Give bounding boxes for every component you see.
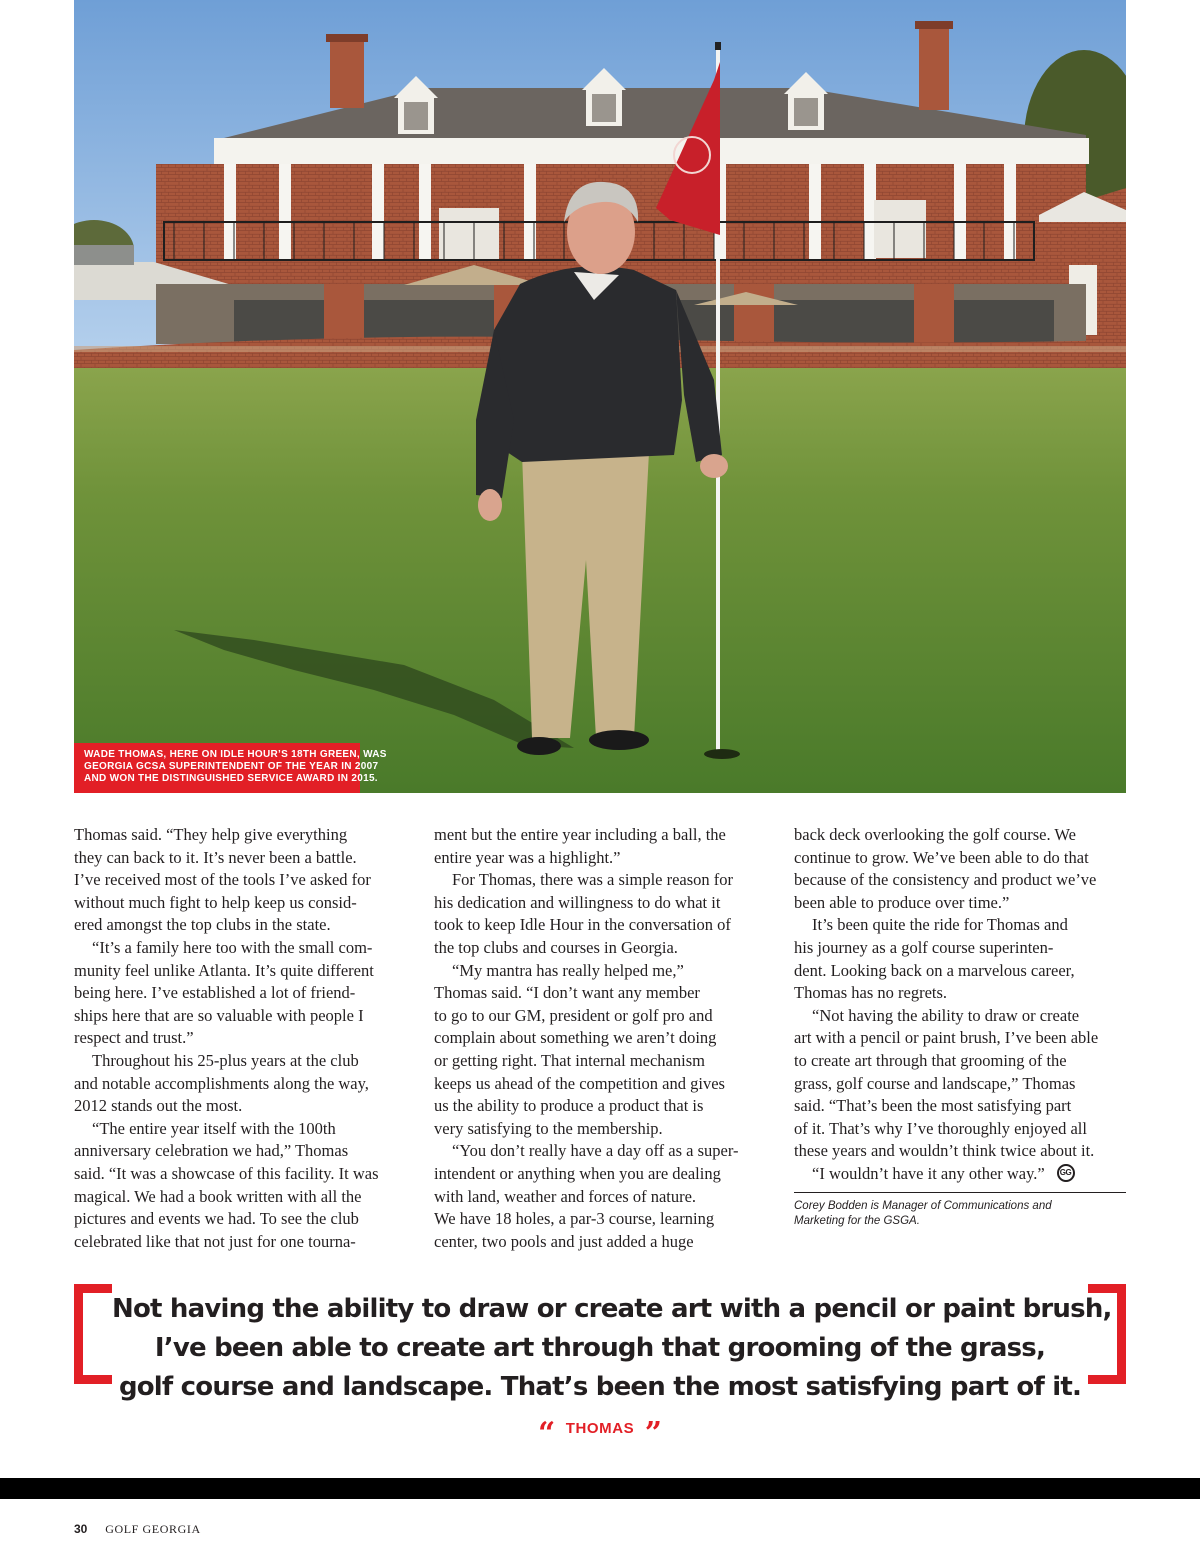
attribution-name: THOMAS xyxy=(565,1420,635,1437)
text-line: continue to grow. We’ve been able to do that xyxy=(794,847,1089,867)
text-line: center, two pools and just added a huge xyxy=(434,1231,694,1251)
text-line: We have 18 holes, a par-3 course, learning xyxy=(434,1209,715,1229)
text-line: ered amongst the top clubs in the state. xyxy=(74,915,331,935)
text-line: respect and trust.” xyxy=(74,1028,194,1048)
caption-line: GEORGIA GCSA SUPERINTENDENT OF THE YEAR IN 2007 xyxy=(84,761,379,772)
text-line: with land, weather and forces of nature. xyxy=(434,1186,697,1206)
photo-caption xyxy=(74,743,387,793)
footer-bar xyxy=(0,1478,1200,1499)
text-line: I’ve received most of the tools I’ve asked for xyxy=(74,870,371,890)
text-line: us the ability to produce a product that is xyxy=(434,1096,704,1116)
text-line: anniversary celebration we had,” Thomas xyxy=(74,1141,349,1161)
text-line: very satisfying to the membership. xyxy=(434,1118,663,1138)
pull-quote-line: Not having the ability to draw or create art with a pencil or paint brush, xyxy=(112,1294,1112,1324)
text-line: 2012 stands out the most. xyxy=(74,1096,243,1116)
golf-flag-photo xyxy=(74,0,1126,793)
text-line: the top clubs and courses in Georgia. xyxy=(434,937,678,957)
left-bracket-icon xyxy=(74,1284,112,1384)
text-line: took to keep Idle Hour in the conversation of xyxy=(434,915,731,935)
text-line: “You don’t really have a day off as a super- xyxy=(452,1141,739,1161)
text-line: keeps us ahead of the competition and gives xyxy=(434,1073,725,1093)
text-line: and notable accomplishments along the way, xyxy=(74,1073,369,1093)
text-line: magical. We had a book written with all the xyxy=(74,1186,362,1206)
bio-line: Marketing for the GSGA. xyxy=(794,1215,920,1227)
open-quote-icon: “ xyxy=(537,1416,556,1451)
text-line: For Thomas, there was a simple reason for xyxy=(452,870,734,890)
text-line: said. “It was a showcase of this facility. It was xyxy=(74,1163,379,1183)
text-line: art with a pencil or paint brush, I’ve been able xyxy=(794,1028,1099,1048)
article-column-1 xyxy=(74,824,406,1253)
gg-end-mark-icon xyxy=(1057,1164,1075,1182)
text-line: grass, golf course and landscape,” Thomas xyxy=(794,1073,1076,1093)
text-line: celebrated like that not just for one tourna- xyxy=(74,1231,356,1251)
bio-line: Corey Bodden is Manager of Communications and xyxy=(794,1200,1052,1212)
pull-quote xyxy=(112,1290,1112,1407)
text-line: been able to produce over time.” xyxy=(794,892,1010,912)
text-line: Thomas said. “I don’t want any member xyxy=(434,983,700,1003)
text-line: It’s been quite the ride for Thomas and xyxy=(812,915,1068,935)
text-line: without much fight to help keep us consid- xyxy=(74,892,357,912)
text-line: “The entire year itself with the 100th xyxy=(92,1118,336,1138)
author-bio xyxy=(794,1199,1126,1229)
pull-quote-line: golf course and landscape. That’s been the most satisfying part of it. xyxy=(118,1372,1082,1402)
text-line: munity feel unlike Atlanta. It’s quite different xyxy=(74,960,374,980)
text-line: pictures and events we had. To see the club xyxy=(74,1209,359,1229)
pull-quote-attribution xyxy=(0,1416,1200,1451)
text-line: back deck overlooking the golf course. We xyxy=(794,825,1076,844)
text-line: intendent or anything when you are dealing xyxy=(434,1163,721,1183)
text-line: his journey as a golf course superinten- xyxy=(794,937,1054,957)
text-line: Thomas said. “They help give everything xyxy=(74,825,348,844)
text-line: ment but the entire year including a ball, the xyxy=(434,825,726,844)
bio-divider xyxy=(794,1192,1126,1193)
text-line: being here. I’ve established a lot of friend- xyxy=(74,983,356,1003)
caption-line: AND WON THE DISTINGUISHED SERVICE AWARD IN 2015. xyxy=(84,773,378,784)
text-line: these years and wouldn’t think twice about it. xyxy=(794,1141,1095,1161)
text-line-final xyxy=(794,1163,1126,1186)
folio xyxy=(74,1522,201,1537)
text-line: said. “That’s been the most satisfying part xyxy=(794,1096,1072,1116)
text-line: entire year was a highlight.” xyxy=(434,847,621,867)
text-line: or getting right. That internal mechanism xyxy=(434,1050,705,1070)
text-line: because of the consistency and product we’ve xyxy=(794,870,1097,890)
page-number: 30 xyxy=(74,1522,88,1536)
text-line: Thomas has no regrets. xyxy=(794,983,948,1003)
magazine-name: GOLF GEORGIA xyxy=(105,1522,201,1536)
text-line: complain about something we aren’t doing xyxy=(434,1028,717,1048)
pull-quote-line: I’ve been able to create art through that grooming of the grass, xyxy=(154,1333,1046,1363)
article-column-2 xyxy=(434,824,766,1253)
text-line: ships here that are so valuable with people I xyxy=(74,1005,364,1025)
text-line: his dedication and willingness to do what it xyxy=(434,892,721,912)
text-line: Throughout his 25-plus years at the club xyxy=(92,1050,359,1070)
text-line: “I wouldn’t have it any other way.” xyxy=(812,1163,1045,1183)
text-line: “My mantra has really helped me,” xyxy=(452,960,684,980)
feature-photo xyxy=(74,0,1126,793)
text-line: “It’s a family here too with the small com- xyxy=(92,937,373,957)
text-line: they can back to it. It’s never been a battle. xyxy=(74,847,357,867)
close-quote-icon: ” xyxy=(644,1416,663,1451)
text-line: “Not having the ability to draw or create xyxy=(812,1005,1080,1025)
text-line: of it. That’s why I’ve thoroughly enjoyed all xyxy=(794,1118,1087,1138)
text-line: to go to our GM, president or golf pro and xyxy=(434,1005,713,1025)
text-line: dent. Looking back on a marvelous career, xyxy=(794,960,1075,980)
article-column-3 xyxy=(794,824,1126,1186)
text-line: to create art through that grooming of the xyxy=(794,1050,1067,1070)
caption-line: WADE THOMAS, HERE ON IDLE HOUR’S 18TH GREEN, WAS xyxy=(84,749,387,760)
